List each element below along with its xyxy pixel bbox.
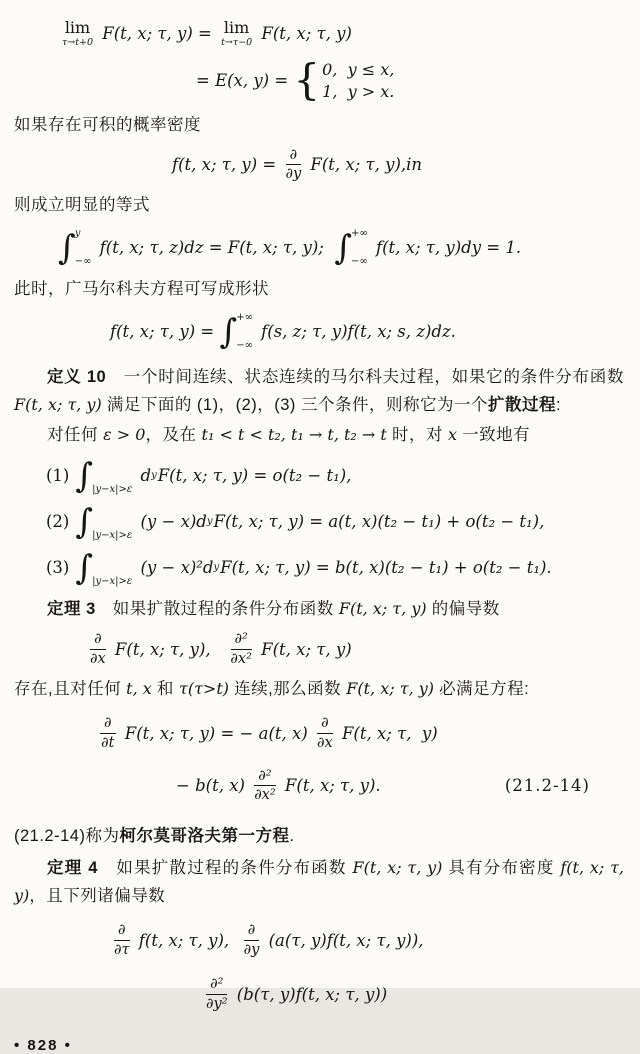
fraction — [100, 715, 116, 751]
condition-3 — [46, 549, 624, 587]
inline-math: t₁ < t < t₂, t₁ → t, t₂ → t — [201, 424, 387, 444]
definition-text: 一个时间连续、状态连续的马尔科夫过程，如果它的条件分布函数 — [106, 367, 625, 386]
equation-21-2-14-line1 — [96, 715, 624, 751]
formula-text: F(t, x; τ, y) = a(t, x)(t₂ − t₁) + o(t₂ − t₁), — [213, 512, 545, 532]
integral-lower: |y−x|>ε — [92, 575, 133, 587]
formula-text: f(t, x; τ, y) = — [110, 322, 220, 342]
fraction-denominator: ∂t — [101, 734, 115, 751]
formula-text: (y − x)d — [135, 512, 207, 532]
integral-limits — [351, 229, 368, 267]
formula-text: F(t, x; τ, y),in — [305, 155, 423, 175]
theorem-text: ，且下列诸偏导数 — [29, 886, 166, 905]
formula-text: F(t, x; τ, y) — [256, 24, 352, 44]
integral-lower: |y−x|>ε — [92, 483, 133, 495]
integral-limits — [92, 457, 132, 495]
fraction-denominator: ∂x — [90, 650, 106, 667]
integral-lower: |y−x|>ε — [92, 529, 133, 541]
fraction-numerator: ∂² — [206, 976, 227, 995]
formula-text: (b(τ, y)f(t, x; τ, y)) — [231, 984, 388, 1004]
fraction-denominator: ∂x² — [230, 650, 252, 667]
lim-word: lim — [64, 18, 91, 37]
inline-math: f(t, x; τ, y) — [14, 857, 625, 905]
fraction — [244, 922, 260, 958]
theorem-text: 如果扩散过程的条件分布函数 — [95, 599, 339, 618]
equation-limit — [58, 20, 624, 48]
inline-math: F(t, x; τ, y) — [338, 598, 427, 618]
fraction-denominator: ∂y² — [206, 995, 228, 1012]
condition-2 — [46, 503, 624, 541]
condition-number: (2) — [46, 512, 70, 532]
text-run: 存在,且对任何 — [14, 680, 127, 699]
definition-10 — [14, 363, 624, 419]
inline-math: F(t, x; τ, y) — [14, 394, 102, 414]
integral-sign: ∫ — [219, 311, 238, 352]
fraction — [285, 147, 301, 183]
integral-upper: +∞ — [236, 311, 253, 323]
paragraph-equation-name — [14, 822, 624, 850]
formula-text: F(t, x; τ, y) — [336, 723, 438, 743]
definition-label: 定义 10 — [47, 367, 107, 386]
fraction-denominator: ∂y — [243, 941, 260, 958]
formula-text: f(s, z; τ, y)f(t, x; s, z)dz. — [255, 322, 456, 342]
formula-text: F(t, x; τ, y) = b(t, x)(t₂ − t₁) + o(t₂ − t₁). — [220, 558, 552, 578]
equation-21-2-14-line2 — [176, 768, 624, 804]
text-run: ，及在 — [145, 425, 202, 444]
equation-partials-thm4-line2 — [202, 976, 624, 1012]
theorem-text: 的偏导数 — [426, 599, 500, 618]
subscript-y: y — [213, 562, 220, 574]
fraction-numerator: ∂ — [286, 147, 302, 166]
integral-lower: −∞ — [351, 255, 368, 267]
formula-text: f(t, x; τ, y)dy = 1. — [370, 238, 522, 258]
limit-operator — [62, 20, 93, 48]
fraction-numerator: ∂ — [90, 631, 106, 650]
inline-math: t, x — [126, 679, 152, 699]
integral-lower: −∞ — [74, 255, 92, 267]
formula-text: f(t, x; τ, y), — [133, 930, 240, 950]
formula-text: − b(t, x) — [176, 776, 251, 796]
formula-text: F(t, x; τ, y) = o(t₂ − t₁), — [157, 466, 352, 486]
inline-math: F(t, x; τ, y) — [352, 857, 443, 877]
subscript-y: y — [151, 470, 157, 482]
integral-limits — [75, 229, 92, 267]
theorem-3 — [14, 595, 624, 623]
limit-operator — [221, 20, 252, 48]
fraction-numerator: ∂ — [317, 715, 333, 734]
paragraph-identity-intro: 则成立明显的等式 — [14, 195, 150, 214]
definition-text: 满足下面的 (1)，(2)，(3) 三个条件，则称它为一个 — [101, 395, 488, 414]
integral-limits — [92, 549, 132, 587]
text-run: 一致地有 — [457, 425, 531, 444]
fraction — [90, 631, 106, 667]
paragraph-forall — [14, 421, 624, 449]
lim-word: lim — [223, 18, 250, 37]
paragraph-exists — [14, 675, 624, 703]
integral-sign: ∫ — [75, 455, 94, 496]
fraction — [206, 976, 228, 1012]
equation-partials-thm4-line1 — [110, 922, 624, 958]
formula-text: d — [135, 466, 152, 486]
cases-brace: { — [293, 55, 321, 105]
integral-limits — [92, 503, 132, 541]
equation-number: (21.2-14) — [504, 776, 590, 796]
formula-text: = E(x, y) = — [196, 70, 294, 90]
case-top: 0, y ≤ x, — [322, 59, 395, 79]
equation-chapman — [110, 313, 624, 351]
equation-partials-thm3 — [86, 631, 624, 667]
subscript-y: y — [206, 516, 213, 528]
theorem-label: 定理 3 — [47, 599, 96, 618]
theorem-text: 具有分布密度 — [442, 858, 561, 877]
theorem-text: 如果扩散过程的条件分布函数 — [97, 858, 353, 877]
fraction-numerator: ∂ — [100, 715, 116, 734]
fraction — [317, 715, 333, 751]
inline-math: ε > 0 — [103, 424, 146, 444]
page-number: • 828 • — [14, 1036, 72, 1054]
fraction — [230, 631, 252, 667]
inline-math: F(t, x; τ, y) — [346, 679, 435, 699]
fraction-numerator: ∂² — [254, 768, 275, 787]
formula-text: F(t, x; τ, y) = — [97, 24, 218, 44]
integral-upper: y — [74, 227, 81, 239]
case-bottom: 1, y > x. — [322, 81, 395, 101]
text-run: 和 — [151, 680, 179, 699]
theorem-4 — [14, 854, 624, 910]
integral-sign: ∫ — [75, 547, 94, 588]
integral-upper: +∞ — [351, 227, 368, 239]
condition-number: (1) — [46, 466, 70, 486]
fraction-numerator: ∂² — [231, 631, 252, 650]
text-run: (21.2-14)称为 — [14, 826, 120, 845]
inline-math: x — [448, 424, 458, 444]
fraction-denominator: ∂τ — [114, 941, 130, 958]
fraction-denominator: ∂x — [317, 734, 333, 751]
text-run: . — [289, 826, 295, 845]
formula-text: F(t, x; τ, y), — [109, 639, 227, 659]
integral-sign: ∫ — [58, 227, 76, 268]
fraction — [114, 922, 130, 958]
text-run: 必满足方程: — [434, 680, 530, 699]
condition-number: (3) — [46, 558, 70, 578]
lim-subscript: t→τ−0 — [221, 37, 253, 48]
fraction-numerator: ∂ — [244, 922, 260, 941]
fraction-denominator: ∂y — [285, 166, 302, 183]
lim-subscript: τ→t+0 — [62, 37, 94, 48]
text-run: 连续,那么函数 — [229, 680, 347, 699]
fraction — [254, 768, 276, 804]
integral-sign: ∫ — [334, 227, 353, 268]
definition-term: 扩散过程 — [488, 395, 556, 414]
text-run: 对任何 — [47, 425, 104, 444]
text-run: 时，对 — [386, 425, 449, 444]
paragraph-density-intro: 如果存在可积的概率密度 — [14, 115, 201, 134]
integral-lower: −∞ — [236, 339, 253, 351]
paragraph-chapman-intro: 此时，广马尔科夫方程可写成形状 — [14, 279, 269, 298]
equation-identity — [58, 229, 624, 267]
formula-text: F(t, x; τ, y) = − a(t, x) — [119, 723, 314, 743]
formula-text: f(t, x; τ, y) = — [172, 155, 282, 175]
fraction-denominator: ∂x² — [254, 787, 276, 804]
formula-text: (a(τ, y)f(t, x; τ, y)), — [263, 930, 424, 950]
fraction-numerator: ∂ — [114, 922, 130, 941]
inline-math: τ(τ>t) — [178, 679, 229, 699]
definition-text: : — [556, 395, 562, 414]
equation-density — [172, 147, 624, 183]
theorem-label: 定理 4 — [47, 858, 98, 877]
formula-text: F(t, x; τ, y). — [279, 776, 381, 796]
formula-text: f(t, x; τ, z)dz = F(t, x; τ, y); — [94, 238, 335, 258]
condition-1 — [46, 457, 624, 495]
integral-limits — [236, 313, 253, 351]
integral-sign: ∫ — [75, 501, 94, 542]
equation-heaviside — [196, 55, 624, 105]
equation-name-term: 柯尔莫哥洛夫第一方程 — [119, 826, 290, 845]
formula-text: (y − x)²d — [135, 558, 214, 578]
cases-body — [322, 60, 394, 101]
formula-text: F(t, x; τ, y) — [255, 639, 352, 659]
